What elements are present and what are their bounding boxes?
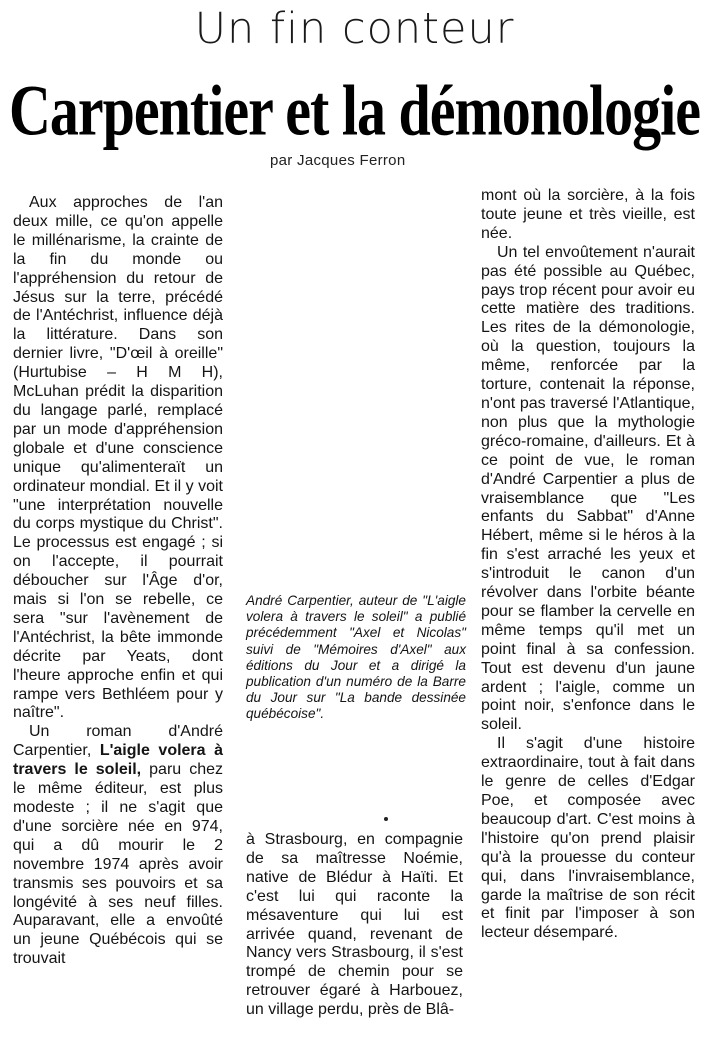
paragraph: Il s'agit d'une histoire extraordinaire, tout à fait dans le genre de celles d'Edgar Poe, et composée avec beaucoup d'art. C'est moins à l'histoire qu'on prend plaisir qu'à la prouesse du conteur qui, dans l'invraisemblance, garde la maîtrise de son récit et finit par l'imposer à son lecteur désemparé. — [481, 735, 695, 942]
paragraph: Un tel envoûtement n'aurait pas été possible au Québec, pays trop récent pour avoir eu cette matière des traditions. Les rites de la démonologie, où la question, toujours la même, renforcée par la torture, contenait la réponse, n'ont pas traversé l'Atlantique, non plus que la mythologie gréco-romaine, d'ailleurs. Et à ce point de vue, le roman d'André Carpentier a plus de vraisemblance que "Les enfants du Sabbat" d'Anne Hébert, même si le héros à la fin s'est arraché les yeux et s'introduit le canon d'un révolver dans l'orbite béante pour se flamber la cervelle en même temps qu'il met un point final à sa confession. Tout est devenu d'un jaune ardent ; l'aigle, comme un point noir, s'enfonce dans le soleil. — [481, 243, 695, 734]
article-headline: Carpentier et la démonologie — [9, 69, 700, 151]
column-3 — [481, 187, 695, 943]
paragraph: à Strasbourg, en compagnie de sa maîtresse Noémie, native de Blédur à Haïti. Et c'est lui qui raconte la mésaventure qui lui est arrivée quand, revenant de Nancy vers Strasbourg, il s'est trompé de chemin pour se retrouver égaré à Harbouez, un village perdu, près de Blâ- — [246, 831, 463, 1019]
separator-dot — [384, 817, 388, 821]
paragraph — [13, 723, 223, 969]
paragraph: mont où la sorcière, à la fois toute jeune et très vieille, est née. — [481, 187, 695, 242]
photo-caption: André Carpentier, auteur de "L'aigle volera à travers le soleil" a publié précédemment "Axel et Nicolas" suivi de "Mémoires d'Axel" aux éditions du Jour et a dirigé la publication d'un numéro de la Barre du Jour sur "La bande dessinée québécoise". — [246, 593, 466, 722]
column-1 — [13, 194, 223, 969]
book-title: L'aigle volera à travers le soleil, — [13, 742, 224, 779]
article-kicker: Un fin conteur — [194, 4, 515, 54]
paragraph-text: Un roman d'André Carpentier, — [13, 723, 223, 760]
byline: par Jacques Ferron — [270, 152, 406, 169]
paragraph-text: paru chez le même éditeur, est plus modeste ; il ne s'agit que d'une sorcière née en 974, qui a dû mourir le 2 novembre 1974 après avoir transmis ses pouvoirs et sa longévité à ses neuf filles. Auparavant, elle a envoûté un jeune Québécois qui se trouvait — [13, 761, 223, 968]
paragraph: Aux approches de l'an deux mille, ce qu'on appelle le millénarisme, la crainte de la fin du monde ou l'appréhension du retour de Jésus sur la terre, précédé de l'Antéchrist, influence déjà la littérature. Dans son dernier livre, "D'œil à oreille" (Hurtubise – H M H), McLuhan prédit la disparition du langage parlé, remplacé par un mode d'appréhension globale et d'une conscience unique qu'alimenteraït un ordinateur mondial. Et il y voit "une interprétation nouvelle du corps mystique du Christ". Le processus est engagé ; si on l'accepte, il pourrait déboucher sur l'Âge d'or, mais si l'on se rebelle, ce sera "sur l'avènement de l'Antéchrist, la bête immonde décrite par Yeats, dont l'heure approche enfin et qui rampe vers Bethléem pour y naître". — [13, 194, 223, 722]
column-2 — [246, 831, 463, 1020]
